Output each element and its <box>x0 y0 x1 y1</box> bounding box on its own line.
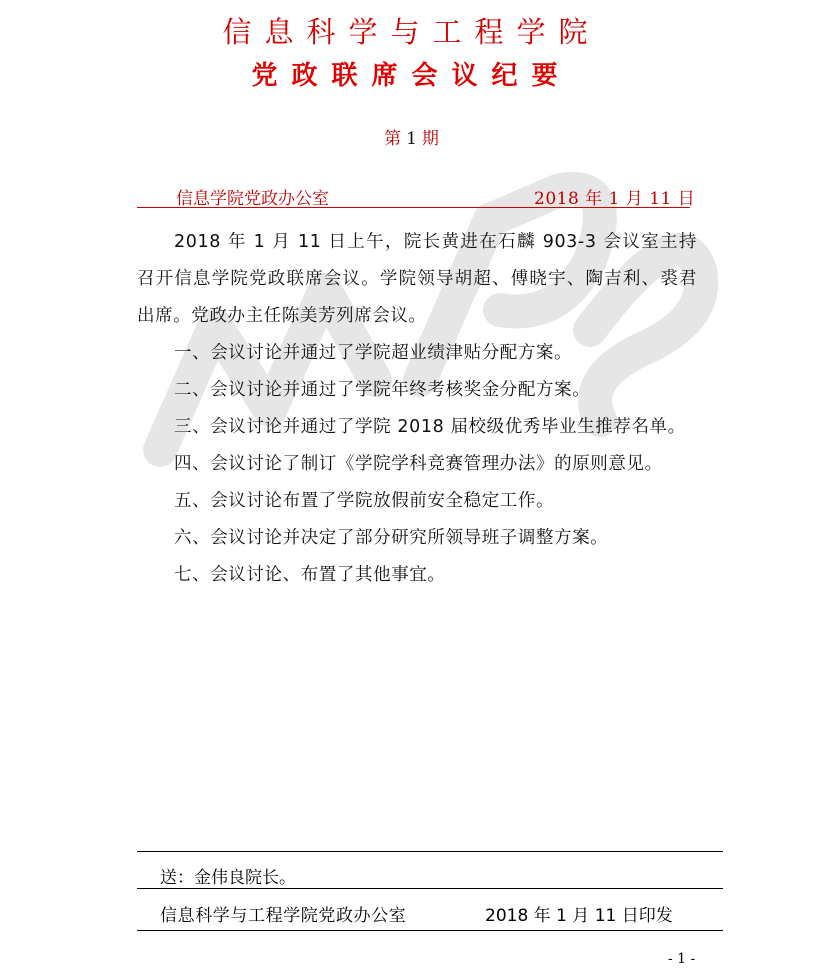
school-title: 信息科学与工程学院 <box>222 15 601 49</box>
send-to: 送：金伟良院长。 <box>160 868 296 888</box>
document-title: 党政联席会议纪要 <box>251 61 572 91</box>
header-office: 信息学院党政办公室 <box>176 189 329 209</box>
issue-prefix: 第 <box>384 129 402 149</box>
minutes-paragraph-intro: 2018 年 1 月 11 日上午，院长黄进在石麟 903-3 会议室主持召开信息学院党政联席会议。学院领导胡超、傅晓宇、陶吉利、裘君出席。党政办主任陈美芳列席会议。 <box>137 232 697 326</box>
footer-issue-date: 2018 年 1 月 11 日印发 <box>485 906 673 926</box>
footer-issuer: 信息科学与工程学院党政办公室 <box>160 906 407 926</box>
page-number: - 1 - <box>668 951 696 967</box>
issue-suffix: 期 <box>421 129 439 149</box>
minutes-body <box>137 224 697 594</box>
issue-number: 1 <box>406 129 417 149</box>
minutes-item-1: 一、会议讨论并通过了学院超业绩津贴分配方案。 <box>174 343 573 363</box>
footer-middle-rule <box>137 888 723 889</box>
minutes-item-4: 四、会议讨论了制订《学院学科竞赛管理办法》的原则意见。 <box>174 454 663 474</box>
footer-top-rule <box>137 851 723 852</box>
minutes-item-3: 三、会议讨论并通过了学院 2018 届校级优秀毕业生推荐名单。 <box>174 417 686 437</box>
header-divider <box>137 207 690 208</box>
minutes-item-6: 六、会议讨论并决定了部分研究所领导班子调整方案。 <box>174 528 609 548</box>
minutes-item-2: 二、会议讨论并通过了学院年终考核奖金分配方案。 <box>174 380 591 400</box>
footer-bottom-rule <box>137 930 723 931</box>
minutes-item-5: 五、会议讨论布置了学院放假前安全稳定工作。 <box>174 491 555 511</box>
header-date: 2018 年 1 月 11 日 <box>534 189 696 209</box>
issue-line <box>0 124 823 149</box>
minutes-item-7: 七、会议讨论、布置了其他事宜。 <box>174 565 446 585</box>
